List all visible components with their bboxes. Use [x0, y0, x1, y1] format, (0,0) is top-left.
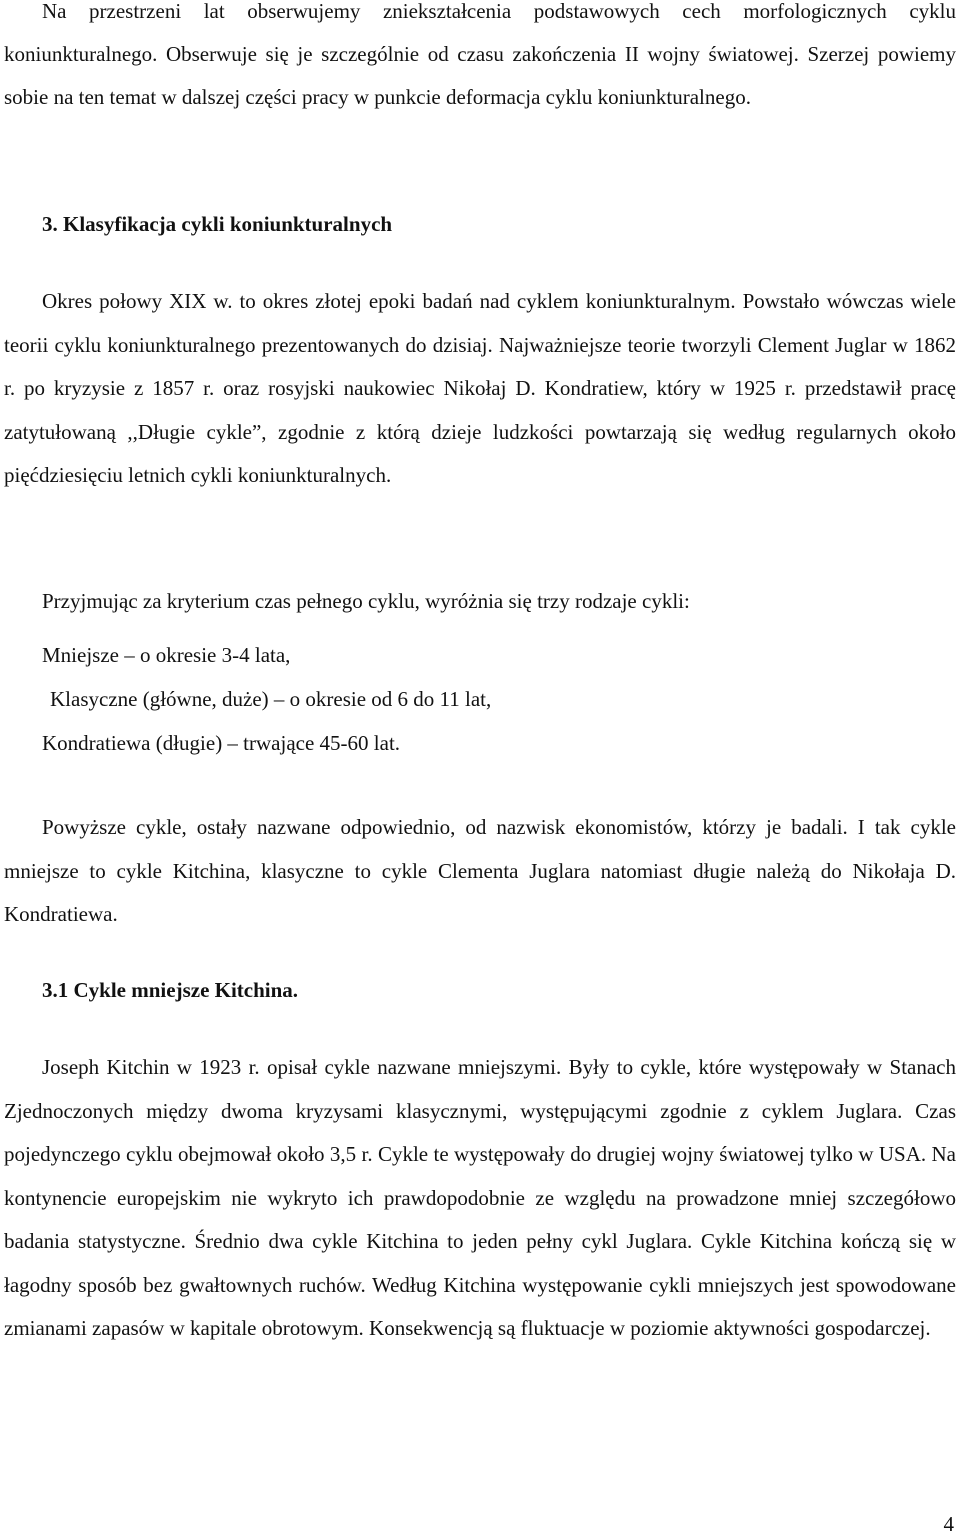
page-number: 4 [943, 1512, 954, 1536]
list-item: Klasyczne (główne, duże) – o okresie od 6 do 11 lat, [50, 687, 492, 711]
paragraph-kitchin: Joseph Kitchin w 1923 r. opisał cykle nazwane mniejszymi. Były to cykle, które występowały w Stanach Zjednoczonych między dwoma kryzysami klasycznymi, występującymi zgodnie z cyklem Juglara. Czas pojedynczego cyklu obejmował około 3,5 r. Cykle te występowały do drugiej wojny światowej tylko w USA. Na kontynencie europejskim nie wykryto ich prawdopodobnie ze względu na prowadzone mniej szczegółowo badania statystyczne. Średnio dwa cykle Kitchina to jeden pełny cykl Juglara. Cykle Kitchina kończą się w łagodny sposób bez gwałtownych ruchów. Według Kitchina występowanie cykli mniejszych jest spowodowane zmianami zapasów w kapitale obrotowym. Konsekwencją są fluktuacje w poziomie aktywności gospodarczej. [4, 1055, 956, 1340]
heading-section-3: 3. Klasyfikacja cykli koniunkturalnych [42, 212, 393, 236]
heading-section-3-1: 3.1 Cykle mniejsze Kitchina. [42, 978, 299, 1002]
paragraph-history: Okres połowy XIX w. to okres złotej epoki badań nad cyklem koniunkturalnym. Powstało wówczas wiele teorii cyklu koniunkturalnego prezentowanych do dzisiaj. Najważniejsze teorie tworzyli Clement Juglar w 1862 r. po kryzysie z 1857 r. oraz rosyjski naukowiec Nikołaj D. Kondratiew, który w 1925 r. przedstawił pracę zatytułowaną ,,Długie cykle”, zgodnie z którą dzieje ludzkości powtarzają się według regularnych około pięćdziesięciu letnich cykli koniunkturalnych. [4, 289, 956, 487]
list-item: Kondratiewa (długie) – trwające 45-60 lat. [42, 731, 401, 755]
cycle-types-list [42, 633, 491, 765]
list-item: Mniejsze – o okresie 3-4 lata, [42, 643, 291, 667]
list-intro: Przyjmując za kryterium czas pełnego cyklu, wyróżnia się trzy rodzaje cykli: [42, 589, 690, 613]
paragraph-names: Powyższe cykle, ostały nazwane odpowiednio, od nazwisk ekonomistów, którzy je badali. I tak cykle mniejsze to cykle Kitchina, klasyczne to cykle Clementa Juglara natomiast długie należą do Nikołaja D. Kondratiewa. [4, 815, 956, 926]
paragraph-intro: Na przestrzeni lat obserwujemy zniekształcenia podstawowych cech morfologicznych cyklu koniunkturalnego. Obserwuje się je szczególnie od czasu zakończenia II wojny światowej. Szerzej powiemy sobie na ten temat w dalszej części pracy w punkcie deformacja cyklu koniunkturalnego. [4, 0, 956, 109]
